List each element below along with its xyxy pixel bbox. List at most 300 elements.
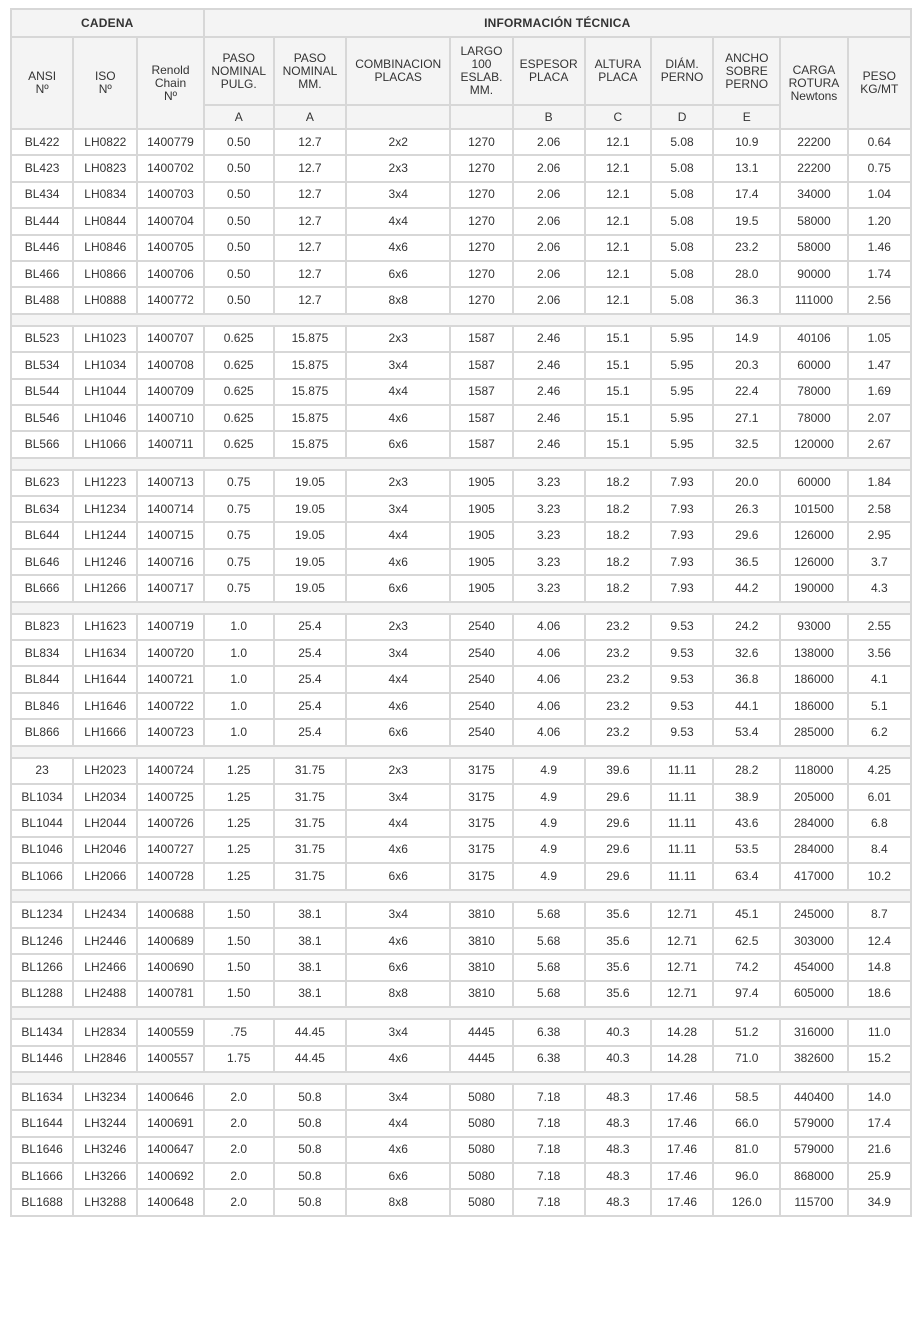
cell-paso-pulg: 1.0 [204,693,274,719]
cell-renold: 1400722 [137,693,203,719]
cell-carga: 111000 [780,287,847,313]
cell-carga: 417000 [780,863,847,889]
table-row [11,1189,911,1215]
cell-diam: 9.53 [651,614,713,640]
cell-paso-mm: 50.8 [274,1110,346,1136]
cell-renold: 1400705 [137,235,203,261]
cell-iso: LH2044 [73,810,137,836]
cell-ansi: BL623 [11,470,73,496]
cell-peso: 10.2 [848,863,911,889]
cell-iso: LH2034 [73,784,137,810]
cell-renold: 1400720 [137,640,203,666]
cell-espesor: 2.06 [513,287,585,313]
cell-diam: 7.93 [651,575,713,601]
cell-renold: 1400781 [137,981,203,1007]
cell-largo: 2540 [450,693,512,719]
cell-iso: LH2466 [73,954,137,980]
cell-paso-pulg: 1.50 [204,981,274,1007]
cell-paso-pulg: 0.625 [204,326,274,352]
cell-espesor: 2.06 [513,182,585,208]
group-separator [11,746,911,758]
cell-altura: 18.2 [585,522,651,548]
cell-iso: LH1623 [73,614,137,640]
cell-altura: 15.1 [585,379,651,405]
cell-ancho: 28.2 [713,758,780,784]
cell-diam: 12.71 [651,981,713,1007]
cell-espesor: 2.46 [513,326,585,352]
cell-renold: 1400557 [137,1046,203,1072]
cell-diam: 5.95 [651,431,713,457]
cell-largo: 2540 [450,666,512,692]
table-row [11,405,911,431]
cell-carga: 190000 [780,575,847,601]
cell-largo: 3810 [450,981,512,1007]
cell-paso-mm: 19.05 [274,496,346,522]
cell-peso: 2.55 [848,614,911,640]
cell-ancho: 26.3 [713,496,780,522]
cell-largo: 4445 [450,1019,512,1045]
cell-ancho: 36.3 [713,287,780,313]
group-separator [11,1007,911,1019]
cell-carga: 316000 [780,1019,847,1045]
cell-renold: 1400559 [137,1019,203,1045]
cell-altura: 15.1 [585,405,651,431]
cell-diam: 5.08 [651,129,713,155]
cell-renold: 1400723 [137,719,203,745]
cell-diam: 9.53 [651,640,713,666]
cell-peso: 1.46 [848,235,911,261]
header-ansi: ANSI Nº [11,37,73,129]
cell-ancho: 51.2 [713,1019,780,1045]
cell-espesor: 7.18 [513,1110,585,1136]
cell-renold: 1400726 [137,810,203,836]
cell-largo: 5080 [450,1110,512,1136]
cell-renold: 1400713 [137,470,203,496]
cell-altura: 48.3 [585,1110,651,1136]
cell-combinacion: 2x3 [346,326,450,352]
cell-paso-mm: 38.1 [274,902,346,928]
cell-largo: 1270 [450,155,512,181]
cell-ancho: 13.1 [713,155,780,181]
cell-ancho: 53.5 [713,837,780,863]
cell-espesor: 2.06 [513,261,585,287]
cell-combinacion: 3x4 [346,1019,450,1045]
cell-renold: 1400709 [137,379,203,405]
cell-largo: 5080 [450,1163,512,1189]
cell-altura: 12.1 [585,208,651,234]
separator-cell [11,602,911,614]
cell-iso: LH1046 [73,405,137,431]
cell-espesor: 3.23 [513,575,585,601]
cell-renold: 1400711 [137,431,203,457]
table-wrapper [10,8,912,1217]
cell-ansi: BL1266 [11,954,73,980]
cell-carga: 58000 [780,208,847,234]
cell-peso: 1.69 [848,379,911,405]
cell-combinacion: 3x4 [346,1084,450,1110]
cell-carga: 93000 [780,614,847,640]
cell-altura: 23.2 [585,666,651,692]
cell-ancho: 44.2 [713,575,780,601]
cell-ansi: BL1688 [11,1189,73,1215]
cell-carga: 205000 [780,784,847,810]
cell-paso-pulg: 1.50 [204,928,274,954]
cell-ansi: BL634 [11,496,73,522]
cell-ancho: 28.0 [713,261,780,287]
cell-altura: 12.1 [585,261,651,287]
cell-renold: 1400647 [137,1137,203,1163]
cell-ansi: BL1646 [11,1137,73,1163]
cell-espesor: 6.38 [513,1019,585,1045]
cell-espesor: 7.18 [513,1163,585,1189]
cell-iso: LH1223 [73,470,137,496]
header-iso: ISO Nº [73,37,137,129]
cell-peso: 11.0 [848,1019,911,1045]
cell-paso-pulg: 0.50 [204,208,274,234]
cell-combinacion: 6x6 [346,954,450,980]
cell-carga: 284000 [780,837,847,863]
cell-espesor: 4.9 [513,863,585,889]
cell-combinacion: 3x4 [346,640,450,666]
cell-ancho: 20.0 [713,470,780,496]
table-row [11,235,911,261]
cell-iso: LH0888 [73,287,137,313]
cell-renold: 1400721 [137,666,203,692]
table-row [11,640,911,666]
table-row [11,954,911,980]
cell-paso-mm: 15.875 [274,326,346,352]
subheader-diam: D [651,105,713,129]
cell-diam: 11.11 [651,784,713,810]
cell-iso: LH3246 [73,1137,137,1163]
cell-carga: 22200 [780,129,847,155]
cell-combinacion: 4x4 [346,379,450,405]
cell-peso: 3.56 [848,640,911,666]
cell-carga: 118000 [780,758,847,784]
cell-paso-mm: 44.45 [274,1046,346,1072]
cell-peso: 15.2 [848,1046,911,1072]
cell-espesor: 3.23 [513,470,585,496]
table-row [11,352,911,378]
cell-altura: 35.6 [585,981,651,1007]
cell-ancho: 63.4 [713,863,780,889]
cell-espesor: 2.46 [513,379,585,405]
cell-ancho: 126.0 [713,1189,780,1215]
cell-ancho: 23.2 [713,235,780,261]
cell-diam: 7.93 [651,496,713,522]
cell-paso-mm: 15.875 [274,405,346,431]
cell-espesor: 4.9 [513,837,585,863]
cell-peso: 1.04 [848,182,911,208]
cell-carga: 60000 [780,470,847,496]
cell-paso-pulg: 1.50 [204,902,274,928]
cell-ancho: 36.8 [713,666,780,692]
cell-peso: 1.20 [848,208,911,234]
cell-ansi: BL846 [11,693,73,719]
cell-paso-mm: 31.75 [274,837,346,863]
cell-carga: 440400 [780,1084,847,1110]
cell-combinacion: 4x6 [346,837,450,863]
cell-paso-mm: 19.05 [274,549,346,575]
cell-iso: LH0823 [73,155,137,181]
cell-ancho: 24.2 [713,614,780,640]
cell-ancho: 22.4 [713,379,780,405]
cell-paso-mm: 25.4 [274,693,346,719]
cell-renold: 1400689 [137,928,203,954]
cell-paso-pulg: 0.75 [204,496,274,522]
cell-combinacion: 2x3 [346,614,450,640]
table-row [11,549,911,575]
cell-combinacion: 8x8 [346,287,450,313]
cell-renold: 1400688 [137,902,203,928]
cell-paso-mm: 31.75 [274,810,346,836]
cell-altura: 15.1 [585,431,651,457]
table-row [11,981,911,1007]
cell-altura: 18.2 [585,496,651,522]
cell-espesor: 2.06 [513,235,585,261]
table-row [11,155,911,181]
cell-espesor: 2.46 [513,352,585,378]
cell-diam: 5.08 [651,208,713,234]
cell-ancho: 27.1 [713,405,780,431]
cell-iso: LH1023 [73,326,137,352]
cell-peso: 2.67 [848,431,911,457]
header-carga: CARGA ROTURA Newtons [780,37,847,129]
cell-ansi: BL1034 [11,784,73,810]
cell-paso-pulg: 0.50 [204,182,274,208]
table-row [11,261,911,287]
cell-paso-pulg: 0.50 [204,155,274,181]
cell-ansi: BL434 [11,182,73,208]
cell-diam: 17.46 [651,1189,713,1215]
cell-ancho: 10.9 [713,129,780,155]
cell-iso: LH1066 [73,431,137,457]
table-row [11,129,911,155]
separator-cell [11,746,911,758]
cell-carga: 186000 [780,693,847,719]
cell-peso: 4.3 [848,575,911,601]
cell-iso: LH1244 [73,522,137,548]
table-row [11,863,911,889]
cell-carga: 120000 [780,431,847,457]
cell-carga: 579000 [780,1137,847,1163]
cell-ancho: 43.6 [713,810,780,836]
cell-combinacion: 6x6 [346,431,450,457]
table-row [11,1137,911,1163]
cell-ansi: BL1288 [11,981,73,1007]
cell-largo: 3175 [450,837,512,863]
cell-paso-pulg: 1.50 [204,954,274,980]
table-row [11,208,911,234]
cell-diam: 5.95 [651,352,713,378]
cell-peso: 1.47 [848,352,911,378]
cell-altura: 15.1 [585,326,651,352]
cell-largo: 1587 [450,326,512,352]
cell-paso-mm: 12.7 [274,155,346,181]
cell-paso-mm: 31.75 [274,863,346,889]
cell-largo: 1905 [450,549,512,575]
cell-altura: 29.6 [585,810,651,836]
cell-carga: 245000 [780,902,847,928]
cell-carga: 138000 [780,640,847,666]
cell-peso: 0.64 [848,129,911,155]
cell-altura: 23.2 [585,693,651,719]
cell-ancho: 96.0 [713,1163,780,1189]
cell-diam: 5.95 [651,405,713,431]
cell-espesor: 5.68 [513,954,585,980]
cell-paso-pulg: 0.75 [204,470,274,496]
cell-renold: 1400704 [137,208,203,234]
cell-ancho: 29.6 [713,522,780,548]
chain-spec-table [10,8,912,1217]
cell-ancho: 32.6 [713,640,780,666]
subheader-espesor: B [513,105,585,129]
cell-largo: 3810 [450,954,512,980]
header-cadena: CADENA [11,9,204,37]
header-combinacion: COMBINACION PLACAS [346,37,450,105]
cell-carga: 285000 [780,719,847,745]
cell-diam: 9.53 [651,719,713,745]
header-largo: LARGO 100 ESLAB. MM. [450,37,512,105]
cell-paso-pulg: 1.25 [204,810,274,836]
cell-ansi: BL646 [11,549,73,575]
cell-iso: LH2834 [73,1019,137,1045]
cell-peso: 21.6 [848,1137,911,1163]
cell-iso: LH3244 [73,1110,137,1136]
cell-diam: 11.11 [651,863,713,889]
cell-espesor: 5.68 [513,981,585,1007]
cell-espesor: 3.23 [513,522,585,548]
cell-paso-pulg: 1.25 [204,784,274,810]
cell-paso-pulg: 0.625 [204,431,274,457]
cell-altura: 48.3 [585,1084,651,1110]
cell-diam: 17.46 [651,1084,713,1110]
cell-paso-pulg: 0.625 [204,352,274,378]
cell-diam: 12.71 [651,902,713,928]
header-paso-pulg: PASO NOMINAL PULG. [204,37,274,105]
cell-largo: 3810 [450,928,512,954]
cell-ansi: 23 [11,758,73,784]
cell-espesor: 4.06 [513,614,585,640]
cell-largo: 2540 [450,614,512,640]
cell-carga: 78000 [780,405,847,431]
cell-espesor: 2.06 [513,129,585,155]
cell-diam: 9.53 [651,693,713,719]
cell-paso-pulg: 1.25 [204,837,274,863]
cell-peso: 34.9 [848,1189,911,1215]
cell-peso: 6.8 [848,810,911,836]
cell-espesor: 3.23 [513,496,585,522]
cell-diam: 5.95 [651,326,713,352]
table-row [11,719,911,745]
cell-carga: 186000 [780,666,847,692]
cell-peso: 0.75 [848,155,911,181]
cell-ancho: 20.3 [713,352,780,378]
cell-altura: 15.1 [585,352,651,378]
cell-combinacion: 4x6 [346,405,450,431]
cell-combinacion: 8x8 [346,1189,450,1215]
cell-paso-pulg: 2.0 [204,1110,274,1136]
cell-altura: 48.3 [585,1137,651,1163]
header-ancho: ANCHO SOBRE PERNO [713,37,780,105]
cell-altura: 48.3 [585,1163,651,1189]
cell-renold: 1400707 [137,326,203,352]
cell-ancho: 45.1 [713,902,780,928]
cell-paso-pulg: 2.0 [204,1163,274,1189]
cell-renold: 1400724 [137,758,203,784]
cell-ancho: 74.2 [713,954,780,980]
cell-diam: 7.93 [651,470,713,496]
cell-altura: 18.2 [585,575,651,601]
cell-carga: 22200 [780,155,847,181]
cell-carga: 284000 [780,810,847,836]
cell-altura: 35.6 [585,954,651,980]
table-row [11,1019,911,1045]
cell-ansi: BL1666 [11,1163,73,1189]
cell-diam: 17.46 [651,1137,713,1163]
cell-diam: 5.08 [651,235,713,261]
cell-ancho: 53.4 [713,719,780,745]
cell-carga: 454000 [780,954,847,980]
cell-espesor: 2.06 [513,155,585,181]
cell-renold: 1400690 [137,954,203,980]
cell-espesor: 3.23 [513,549,585,575]
cell-ansi: BL523 [11,326,73,352]
header-paso-mm: PASO NOMINAL MM. [274,37,346,105]
cell-iso: LH2066 [73,863,137,889]
cell-diam: 5.08 [651,155,713,181]
cell-iso: LH1044 [73,379,137,405]
header-altura: ALTURA PLACA [585,37,651,105]
cell-peso: 2.95 [848,522,911,548]
cell-paso-mm: 38.1 [274,928,346,954]
cell-combinacion: 3x4 [346,352,450,378]
cell-peso: 4.25 [848,758,911,784]
cell-paso-pulg: 0.50 [204,235,274,261]
cell-combinacion: 4x6 [346,549,450,575]
cell-peso: 6.01 [848,784,911,810]
group-separator [11,314,911,326]
cell-peso: 4.1 [848,666,911,692]
cell-largo: 1270 [450,287,512,313]
cell-largo: 2540 [450,719,512,745]
cell-iso: LH3288 [73,1189,137,1215]
cell-carga: 579000 [780,1110,847,1136]
cell-combinacion: 2x3 [346,155,450,181]
cell-ansi: BL1434 [11,1019,73,1045]
cell-paso-pulg: .75 [204,1019,274,1045]
cell-largo: 1905 [450,470,512,496]
cell-largo: 1587 [450,379,512,405]
table-row [11,575,911,601]
cell-largo: 1905 [450,575,512,601]
cell-largo: 3810 [450,902,512,928]
cell-carga: 303000 [780,928,847,954]
subheader-altura: C [585,105,651,129]
table-row [11,287,911,313]
cell-paso-pulg: 2.0 [204,1084,274,1110]
cell-carga: 90000 [780,261,847,287]
cell-paso-mm: 44.45 [274,1019,346,1045]
cell-espesor: 5.68 [513,928,585,954]
header-informacion-tecnica: INFORMACIÓN TÉCNICA [204,9,911,37]
cell-carga: 382600 [780,1046,847,1072]
cell-ansi: BL423 [11,155,73,181]
header-renold: Renold Chain Nº [137,37,203,129]
cell-renold: 1400725 [137,784,203,810]
cell-paso-pulg: 0.75 [204,575,274,601]
cell-paso-pulg: 1.75 [204,1046,274,1072]
